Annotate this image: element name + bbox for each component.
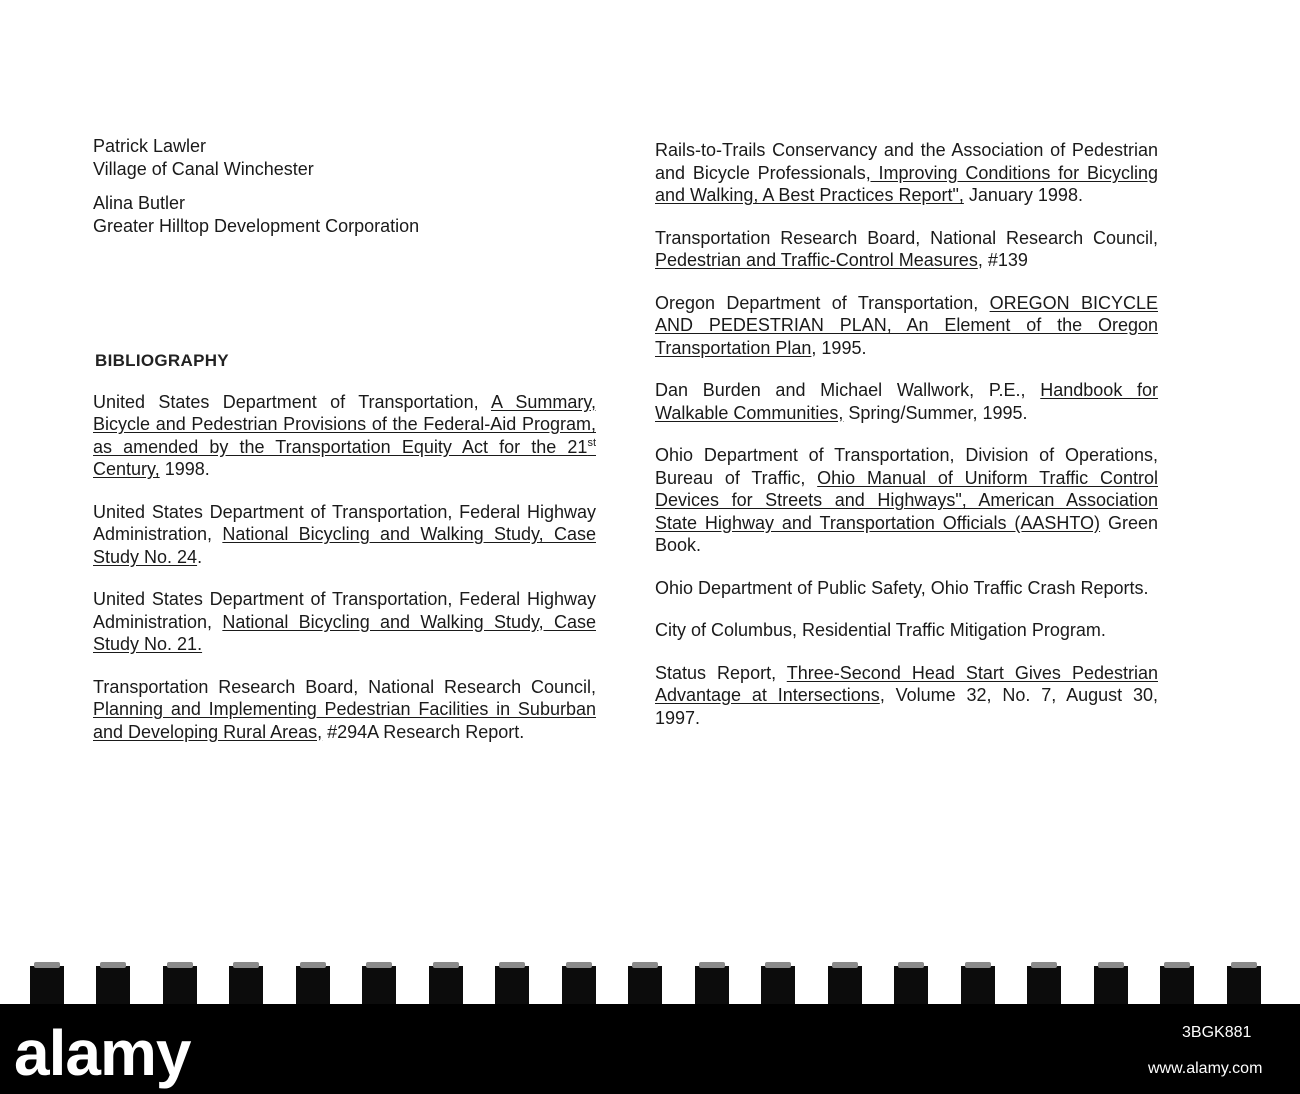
entry-details: January 1998. <box>963 185 1083 205</box>
entry-title: OREGON BICYCLE AND PEDESTRIAN PLAN, An Element of the Oregon Transportation Plan <box>655 292 1158 358</box>
entry-authors: Oregon Department of Transportation, <box>655 292 990 313</box>
entry-authors: Transportation Research Board, National Research Council, <box>655 227 1158 248</box>
contact-org: Greater Hilltop Development Corporation <box>93 215 420 236</box>
bibliography-entry <box>93 391 596 481</box>
bibliography-entry <box>655 619 1158 642</box>
spiral-binding <box>0 958 1300 1008</box>
bibliography-entry <box>655 379 1158 424</box>
bibliography-entry <box>655 662 1158 730</box>
entry-title: National Bicycling and Walking Study, Case Study No. 21. <box>93 611 596 654</box>
entry-title: , Improving Conditions for Bicycling and Walking, A Best Practices Report", <box>655 162 1158 205</box>
contact-name: Patrick Lawler <box>93 136 207 156</box>
entry-details: Spring/Summer, 1995. <box>843 402 1028 423</box>
contact-block <box>93 192 596 237</box>
entry-title: Three-Second Head Start Gives Pedestrian Advantage at Intersections <box>655 662 1158 705</box>
entry-title: Ohio Manual of Uniform Traffic Control Devices for Streets and Highways", American Association State Highway and Transportation Officials (AASHTO) <box>655 467 1158 533</box>
entry-authors: United States Department of Transportation, Federal Highway Administration, <box>93 501 596 544</box>
entry-details: , 1995. <box>811 337 867 358</box>
entry-authors: Transportation Research Board, National Research Council, <box>93 676 596 697</box>
bibliography-entry <box>93 501 596 569</box>
entry-authors: United States Department of Transportation, Federal Highway Administration, <box>93 589 596 632</box>
entry-title: Pedestrian and Traffic-Control Measures <box>655 250 978 270</box>
entry-authors: City of Columbus, Residential Traffic Mitigation Program. <box>655 620 1106 640</box>
bibliography-entry <box>655 577 1158 600</box>
bibliography-entry <box>655 139 1158 207</box>
entry-authors: Ohio Department of Public Safety, Ohio Traffic Crash Reports. <box>655 577 1149 598</box>
entry-authors: Rails-to-Trails Conservancy and the Association of Pedestrian and Bicycle Professionals <box>655 140 1158 183</box>
entry-details: 1998. <box>159 459 210 479</box>
bibliography-entry <box>93 588 596 656</box>
entry-title: Handbook for Walkable Communities, <box>655 380 1159 423</box>
site-url: www.alamy.com <box>1148 1060 1263 1077</box>
bibliography-entry <box>655 227 1158 272</box>
entry-title: National Bicycling and Walking Study, Case Study No. 24 <box>93 524 596 567</box>
contact-block <box>93 135 596 180</box>
entry-authors: Ohio Department of Transportation, Division of Operations, Bureau of Traffic, <box>655 445 1158 488</box>
entry-title: A Summary, Bicycle and Pedestrian Provisions of the Federal-Aid Program, as amended by the Transportation Equity Act for the 21st Century, <box>93 391 596 479</box>
entry-details: , Volume 32, No. 7, August 30, 1997. <box>655 685 1158 728</box>
watermark-bar <box>0 1004 1300 1094</box>
bibliography-entry <box>655 444 1158 557</box>
entry-authors: United States Department of Transportation, <box>93 391 491 412</box>
alamy-logo: alamy <box>14 1017 191 1089</box>
entry-details: #294A Research Report. <box>322 721 525 742</box>
entry-authors: Status Report, <box>655 662 787 683</box>
left-column <box>93 135 596 763</box>
bibliography-entry <box>93 676 596 744</box>
entry-details: . <box>197 546 203 567</box>
entry-title: Planning and Implementing Pedestrian Facilities in Suburban and Developing Rural Areas, <box>93 699 596 742</box>
entry-details: Green Book. <box>655 512 1158 555</box>
bibliography-heading: BIBLIOGRAPHY <box>95 351 229 370</box>
entry-authors: Dan Burden and Michael Wallwork, P.E., <box>655 380 1041 400</box>
contact-org: Village of Canal Winchester <box>93 158 314 179</box>
bibliography-entry <box>655 292 1158 360</box>
right-column <box>655 139 1158 749</box>
contact-name: Alina Butler <box>93 193 186 213</box>
entry-details: , #139 <box>977 250 1028 270</box>
image-id: 3BGK881 <box>1182 1024 1252 1041</box>
